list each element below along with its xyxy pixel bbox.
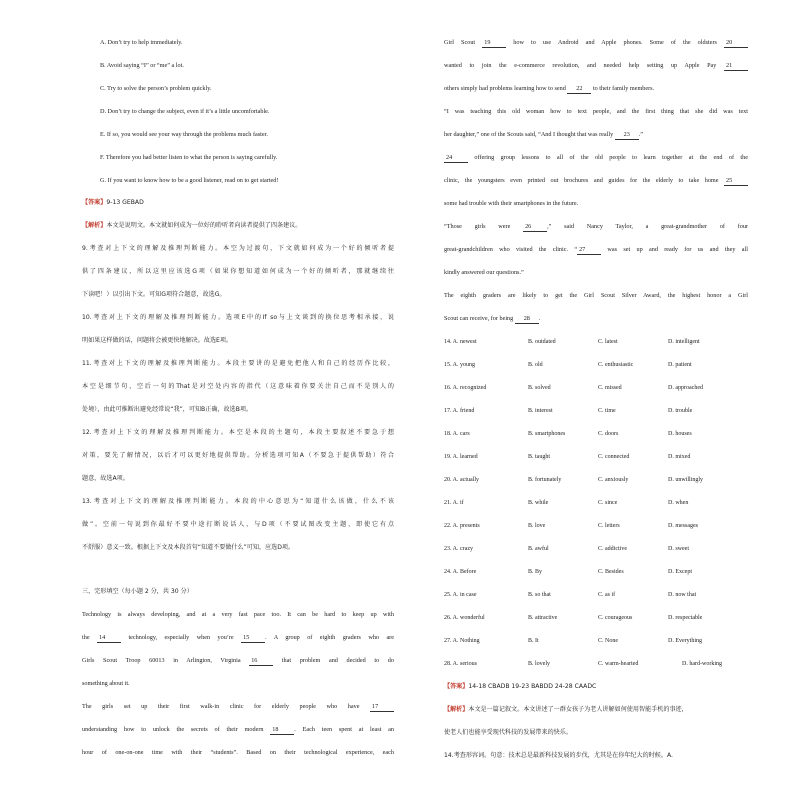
- choice-B: B. so that: [528, 592, 551, 598]
- choice-D: D. sweet: [668, 546, 689, 552]
- explain-line: 做”。空前一句说到你最好不要中途打断说话人，与D项（不要试图改变主题，即使它有点: [82, 521, 394, 528]
- passage-line: “Those girls were 26 ,” said Nancy Taylor, a great-grandmother of four: [444, 223, 749, 230]
- analysis-line-tag: 【解析】: [444, 706, 469, 713]
- passage-line: “I was teaching this old woman how to text people, and the first thing that she did was text: [444, 108, 748, 115]
- passage-line: clinic, the youngsters even printed out brochures and guides for the elderly to take home 25: [444, 177, 748, 186]
- blank-25: 25: [724, 177, 748, 186]
- choice-C: C. missed: [598, 385, 622, 391]
- blank-17: 17: [370, 703, 394, 712]
- option-A: A. Don’t try to help immediately.: [100, 39, 183, 46]
- choice-C: C. time: [598, 408, 616, 414]
- choice-A: 20. A. actually: [444, 477, 479, 483]
- blank-24: 24: [444, 154, 468, 163]
- choice-A: 18. A. cars: [444, 431, 470, 437]
- choice-B: B. By: [528, 569, 543, 575]
- passage-line: Girl Scout 19 how to use Android and Apple phones. Some of the oldsters 20: [444, 39, 748, 48]
- passage-line: great-grandchildren who visited the clinic. “ 27 was set up and ready for us and they all: [444, 246, 748, 253]
- explain-line: 14.考查形容词。句意：技术总是最新科技发展的步伐，尤其是在你年纪大的时候。A.: [444, 752, 673, 759]
- choice-D: D. mixed: [668, 454, 691, 460]
- choice-D: D. respectable: [668, 615, 703, 621]
- explain-line: 10.考查对上下文的理解及推理判断能力。选项E中的If so与上文谈到的换位思考相承接，说: [82, 314, 394, 321]
- explain-line: 处境），由此可推断出避免经常说“我”，可知B正确，故选B项。: [82, 406, 253, 413]
- choice-B: B. awful: [528, 546, 549, 552]
- answer-line: 【答案】9-13 GEBAD: [82, 199, 144, 206]
- right-column: [444, 0, 748, 794]
- choice-A: 28. A. serious: [444, 661, 477, 667]
- passage-line: some had trouble with their smartphones in the future.: [444, 200, 579, 207]
- blank-15: 15: [241, 634, 265, 643]
- choice-B: B. old: [528, 362, 543, 368]
- passage-line: kindly answered our questions.”: [444, 269, 524, 276]
- choice-C: C. Besides: [598, 569, 624, 575]
- choice-C: C. warm-hearted: [598, 661, 639, 667]
- choice-D: D. patient: [668, 362, 692, 368]
- blank-23: 23: [615, 131, 639, 140]
- blank-19: 19: [482, 39, 506, 48]
- blank-22: 22: [567, 85, 591, 94]
- choice-B: B. outdated: [528, 339, 556, 345]
- option-E: E. If so, you would see your way through the problems much faster.: [100, 131, 268, 138]
- option-B: B. Avoid saying “I” or “me” a lot.: [100, 62, 184, 69]
- analysis-line-2: 使老人们也能享受现代科技的发展带来的快乐。: [444, 729, 572, 736]
- blank-28: 28: [515, 315, 539, 324]
- passage-line: The eighth graders are likely to get the Girl Scout Silver Award, the highest honor a Girl: [444, 292, 748, 299]
- choice-B: B. interest: [528, 408, 553, 414]
- answer-line: 【答案】14-18 CBADB 19-23 BABDD 24-28 CAADC: [444, 683, 597, 690]
- blank-16: 16: [249, 657, 273, 666]
- choice-D: D. houses: [668, 431, 692, 437]
- analysis-line: 【解析】本文是一篇记叙文。本文讲述了一群女孩子为老人讲解如何使用智能手机的事迹，: [444, 706, 688, 713]
- left-column: [82, 0, 394, 794]
- passage-line: wanted to join the e-commerce revolution, and needed help setting up Apple Pay 21: [444, 62, 748, 71]
- choice-A: 15. A. young: [444, 362, 476, 368]
- choice-D: D. Except: [668, 569, 692, 575]
- passage-line: her daughter,” one of the Scouts said, “And I thought that was really 23 .”: [444, 131, 644, 138]
- choice-D: D. intelligent: [668, 339, 700, 345]
- choice-B: B. It: [528, 638, 539, 644]
- choice-B: B. while: [528, 500, 549, 506]
- choice-A: 22. A. presents: [444, 523, 480, 529]
- choice-C: C. doors: [598, 431, 619, 437]
- choice-C: C. addictive: [598, 546, 627, 552]
- choice-C: C. connected: [598, 454, 630, 460]
- choice-C: C. courageous: [598, 615, 633, 621]
- blank-18: 18: [270, 726, 294, 735]
- choice-A: 19. A. learned: [444, 454, 478, 460]
- choice-D: D. unwillingly: [668, 477, 704, 483]
- explain-line: 不舒服）意义一致。根据上下文及本段首句“知道不要做什么”可知，应选D项。: [82, 544, 295, 551]
- explain-line: 11.考查对上下文的理解及推理判断能力。本段主要讲的是避免把他人和自己的经历作比较，: [82, 360, 394, 367]
- choice-C: C. as if: [598, 592, 616, 598]
- choice-A: 23. A. crazy: [444, 546, 473, 552]
- option-G: G. If you want to know how to be a good listener, read on to get started!: [100, 177, 279, 184]
- blank-21: 21: [724, 62, 748, 71]
- passage-line: Technology is always developing, and at a very fast pace too. It can be hard to keep up with: [82, 611, 394, 618]
- choice-D: D. when: [668, 500, 689, 506]
- explain-line: 13.考查对上下文的理解及推理判断能力。本段的中心意思为“知道什么该做，什么不该: [82, 498, 394, 505]
- explain-line: 对策，要先了解情况，以后才可以更好地提供帮助。分析选项可知A（不要急于提供帮助）符合: [82, 452, 394, 459]
- choice-A: 16. A. recognized: [444, 385, 487, 391]
- choice-A: 14. A. newest: [444, 339, 477, 345]
- answer-line-tag: 【答案】: [444, 683, 469, 690]
- passage-line: 24 offering group lessons to all of the old people to learn together at the end of the: [446, 154, 748, 161]
- passage-line: Scout can receive, for being 28 .: [444, 315, 541, 322]
- choice-D: D. now that: [668, 592, 697, 598]
- explain-line: 明如果这样做的话，问题将会被更快地解决。故选E项。: [82, 337, 233, 344]
- choice-A: 25. A. in case: [444, 592, 477, 598]
- explain-line: 9.考查对上下文的理解及推理判断能力。本空为过渡句，下文就如何成为一个好的倾听者提: [82, 245, 394, 252]
- choice-B: B. love: [528, 523, 546, 529]
- passage-line: The girls set up their first walk-in clinic for elderly people who have 17: [82, 703, 394, 712]
- section-title: 三、完形填空（每小题 2 分，共 30 分）: [82, 588, 193, 595]
- explain-line: 本空是细节句，空后一句的That是对空处内容的指代（这意味着你要关注自己而不是别人的: [82, 383, 394, 390]
- choice-D: D. approached: [668, 385, 703, 391]
- choice-C: C. letters: [598, 523, 620, 529]
- choice-C: C. None: [598, 638, 618, 644]
- explain-line: 下读吧！）以引出下文。可知G项符合题意，故选G。: [82, 291, 226, 298]
- explain-line: 供了四条建议，所以这里应该选G项（如果你想知道如何成为一个好的倾听者，那就继续往: [82, 268, 394, 275]
- passage-line: something about it.: [82, 680, 130, 687]
- passage-line: Girls Scout Troop 60013 in Arlington, Virginia 16 that problem and decided to do: [82, 657, 394, 664]
- blank-20: 20: [724, 39, 748, 48]
- choice-C: C. anxiously: [598, 477, 629, 483]
- explain-line: 12.考查对上下文的理解及推理判断能力。本空是本段的主题句，本段主要叙述不要急于想: [82, 429, 394, 436]
- choice-B: B. attractive: [528, 615, 558, 621]
- choice-A: 26. A. wonderful: [444, 615, 485, 621]
- analysis-line: 【解析】本文是说明文。本文就如何成为一位好的聆听者向读者提供了四条建议。: [82, 222, 302, 229]
- choice-D: D. hard-working: [682, 661, 722, 667]
- choice-B: B. taught: [528, 454, 550, 460]
- choice-A: 24. A. Before: [444, 569, 477, 575]
- choice-D: D. trouble: [668, 408, 693, 414]
- choice-A: 27. A. Nothing: [444, 638, 480, 644]
- option-C: C. Try to solve the person’s problem quickly.: [100, 85, 212, 92]
- blank-27: 27: [577, 246, 601, 255]
- choice-B: B. solved: [528, 385, 551, 391]
- passage-line: understanding how to unlock the secrets of their modern 18 . Each teen spent at least an: [82, 726, 394, 733]
- passage-line: others simply had problems learning how to send 22 to their family members.: [444, 85, 655, 92]
- answer-line-tag: 【答案】: [82, 199, 107, 206]
- choice-D: D. Everything: [668, 638, 702, 644]
- choice-B: B. smartphones: [528, 431, 566, 437]
- choice-C: C. since: [598, 500, 618, 506]
- choice-A: 17. A. friend: [444, 408, 475, 414]
- blank-14: 14: [97, 634, 121, 643]
- option-F: F. Therefore you had better listen to what the person is saying carefully.: [100, 154, 278, 161]
- blank-26: 26: [523, 223, 547, 232]
- explain-line: 题意，故选A项。: [82, 475, 129, 482]
- choice-C: C. enthusiastic: [598, 362, 634, 368]
- choice-C: C. latest: [598, 339, 618, 345]
- option-D: D. Don’t try to change the subject, even if it’s a little uncomfortable.: [100, 108, 270, 115]
- analysis-line-tag: 【解析】: [82, 222, 107, 229]
- choice-D: D. messages: [668, 523, 698, 529]
- passage-line: the 14 technology, especially when you’re 15 . A group of eighth graders who are: [82, 634, 394, 641]
- choice-A: 21. A. if: [444, 500, 464, 506]
- choice-B: B. fortunately: [528, 477, 562, 483]
- passage-line: hour of one-on-one time with their “students”. Based on their technological experience, each: [82, 749, 394, 756]
- choice-B: B. lovely: [528, 661, 550, 667]
